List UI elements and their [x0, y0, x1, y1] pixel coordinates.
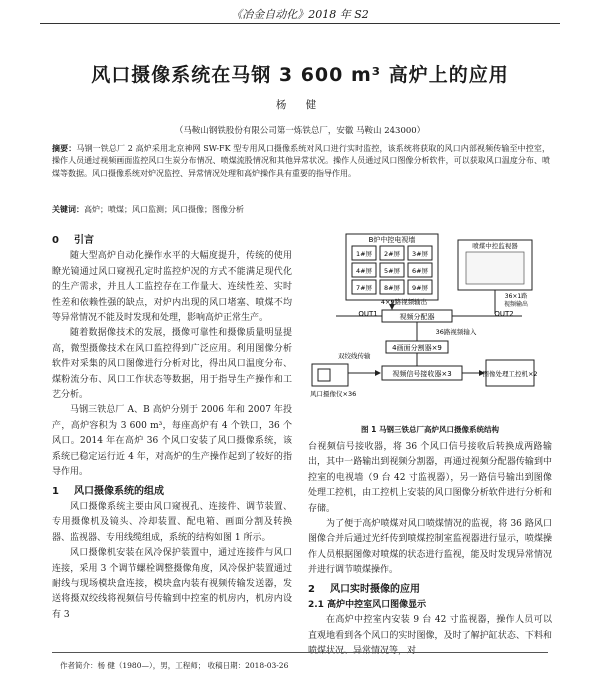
monitor-cell-label: 5#屏 — [383, 267, 401, 275]
subsection-2-1-heading: 2.1 高炉中控室风口图像显示 — [308, 600, 427, 611]
room-monitor-label: 喷煤中控监视器 — [472, 242, 518, 250]
header-rule — [40, 23, 560, 24]
abstract-text: 马钢一铁总厂 2 高炉采用北京神网 SW-FK 型专用风口摄像系统对风口进行实时监控，该系统将获取的风口内部视频传输至中控室，操作人员通过视频画面监控风口生炭分布情况、喷煤流股情况和其他异常状况。操作人员通过风口图像分析软件，可以获取风口温度分布、喷煤等数据。风口摄像系统对炉况监控、异常情况处理和高炉操作具有重要的指导作用。 — [52, 144, 551, 178]
paragraph: 风口摄像机安装在风冷保护装置中，通过连接件与风口连接，采用 3 个调节螺栓调整摄像角度，风冷保护装置通过耐线与现场模块盒连接，模块盒内装有视频传输发送器，发送将摄双绞线将视频信号传输到中控室的机房内，机房内设有 3 — [52, 548, 292, 620]
paragraph: 在高炉中控室内安装 9 台 42 寸监视器，操作人员可以直观地看到各个风口的实时图像，及时了解护缸状态、下料和 — [308, 615, 552, 641]
monitor-cell-label: 4#屏 — [355, 267, 373, 275]
monitor-cell-label: 7#屏 — [355, 284, 373, 292]
paragraph: 为了便于高炉喷煤对风口喷煤情况的监视，将 36 路风口图像合并后通过光纤传到喷煤控制室监视器进行显示，喷煤操作人员根据图像对喷煤的状态进行监视，能及时发现异常情况并进行调节喷煤操作。 — [308, 519, 552, 576]
abstract — [52, 142, 550, 180]
keywords-text: 高炉；喷煤；风口监测；风口摄像；图像分析 — [84, 205, 244, 214]
out1-label: OUT1 — [358, 310, 378, 318]
paragraph: 马钢三铁总厂 A、B 高炉分别于 2006 年和 2007 年投产，高炉容积为 3 600 m³，每座高炉有 4 个铁口，36 个风口。2014 年在高炉 36 个风口安装了风口摄像系统，该系统已稳定运行近 4 年，对高炉的生产操作起到了较好的指导作用。 — [52, 405, 292, 478]
monitor-out-label: 视频输出 — [503, 301, 529, 308]
receiver-label: 视频信号接收器×3 — [392, 370, 452, 378]
monitor-cell-label: 8#屏 — [383, 284, 401, 292]
room-screen — [466, 252, 524, 284]
quad-label: 4画面分割器×9 — [392, 344, 442, 352]
monitor-cell-label: 3#屏 — [411, 250, 429, 258]
monitor-cell-label: 1#屏 — [355, 250, 373, 258]
camera-icon — [318, 369, 330, 381]
footer-rule — [52, 652, 548, 653]
splitter-label: 视频分配器 — [399, 313, 435, 321]
four9-label: 4×9路视频输出 — [380, 298, 428, 306]
author: 杨 健 — [275, 99, 325, 111]
section-1-heading: 1 风口摄像系统的组成 — [52, 485, 164, 497]
twisted-label: 双绞线传输 — [338, 352, 371, 360]
camera-label: 风口摄像仪×36 — [310, 390, 357, 398]
paper-title: 风口摄像系统在马钢 3 600 m³ 高炉上的应用 — [91, 64, 509, 86]
paragraph: 风口摄像系统主要由风口窥视孔、连接件、调节装置、专用摄像机及镜头、冷却装置、配电箱、画面分割及转换器、监视器、专用线缆组成，系统的结构如图 1 所示。 — [52, 501, 292, 543]
section-0-heading: 0 引言 — [52, 235, 94, 246]
input-36-label: 36路视频输入 — [435, 328, 477, 336]
out2-label: OUT2 — [494, 310, 514, 318]
system-diagram — [308, 226, 552, 424]
paragraph: 随大型高炉自动化操作水平的大幅度提升，传统的使用瞭光镜通过风口窥视孔定时监控炉况的方式不能满足现代化的生产需求，并且人工监控存在工作量大、连续性差、实时性差和依赖性强的缺点，对炉内出现的风口堵塞、喷煤不均等异常情况不能及时发现和处理，影响高炉正常生产。 — [52, 251, 292, 324]
paragraph: 随着数据像技术的发展，摄像可靠性和摄像质量明显提高，微型摄像技术在风口监控得到广泛应用。利用图像分析软件对采集的风口图像进行分析对比，得出风口温度分布、煤粉流分布、风口工作状态等数据，用于指导生产操作和工艺分析。 — [52, 328, 292, 401]
affiliation: （马鞍山钢铁股份有限公司第一炼铁总厂，安徽 马鞍山 243000） — [174, 126, 426, 136]
left-column — [52, 230, 292, 623]
keywords-label: 关键词： — [52, 204, 84, 214]
monitor-cell-label: 6#屏 — [411, 267, 429, 275]
journal-header: 《冶金自动化》2018 年 S2 — [231, 8, 369, 21]
monitor-cell-label: 2#屏 — [383, 250, 401, 258]
author-note: 作者简介：杨 健（1980—），男，工程师； 收稿日期：2018-03-26 — [60, 661, 289, 670]
right-column — [308, 440, 552, 660]
section-2-heading: 2 风口实时摄像的应用 — [308, 583, 420, 595]
figure-caption: 图 1 马钢三铁总厂高炉风口摄像系统结构 — [361, 425, 499, 434]
keywords — [52, 204, 550, 215]
monitor-36x1-label: 36×1路 — [504, 293, 528, 300]
ipc-label: 图像处理工控机×2 — [482, 370, 538, 378]
monitor-cell-label: 9#屏 — [411, 284, 429, 292]
paragraph: 台视频信号接收器，将 36 个风口信号接收后转换成两路输出，其中一路输出到视频分割器，再通过视频分配器传输到中控室的电视墙（9 台 42 寸监视器），另一路信号输出到图像处理工控机，由工控机上安装的风口图像分析软件进行分析和存储。 — [308, 442, 552, 514]
abstract-label: 摘要： — [52, 143, 77, 153]
monitor-wall-label: B炉中控电视墙 — [368, 236, 416, 244]
